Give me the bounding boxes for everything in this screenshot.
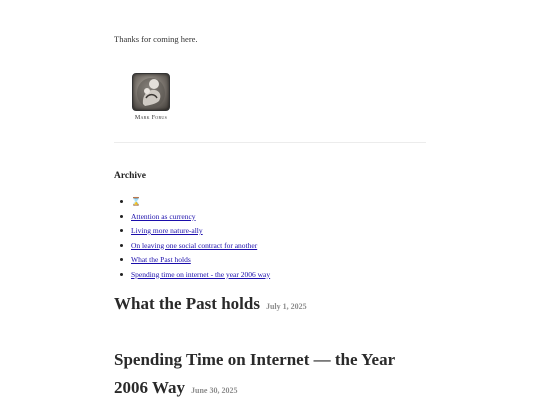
post-heading (114, 346, 426, 404)
post-date: July 1, 2025 (265, 302, 307, 311)
archive-item (114, 269, 270, 284)
figure-avatar-icon (133, 74, 169, 110)
intro-text: Thanks for coming here. (114, 34, 198, 44)
archive-link-social-contract[interactable]: On leaving one social contract for another (131, 240, 258, 250)
archive-link-attention-as-currency[interactable]: Attention as currency (131, 211, 196, 221)
section-divider (114, 142, 426, 143)
post-date: June 30, 2025 (191, 386, 238, 395)
archive-item (114, 211, 270, 226)
archive-item-hourglass (114, 196, 270, 211)
avatar[interactable] (132, 73, 170, 111)
archive-link-year-2006-way[interactable]: Spending time on internet - the year 2006 way (131, 269, 271, 279)
author-block (131, 73, 171, 121)
archive-link-living-more-nature-ally[interactable]: Living more nature-ally (131, 226, 203, 235)
archive-item (114, 254, 270, 269)
hourglass-icon[interactable]: ⌛ (131, 197, 141, 206)
post-title[interactable]: What the Past holds (114, 294, 260, 313)
archive-item (114, 240, 270, 255)
archive-link-what-the-past-holds[interactable]: What the Past holds (131, 255, 191, 264)
archive-item (114, 225, 270, 240)
archive-list (114, 196, 270, 283)
post-title[interactable]: Spending Time on Internet — the Year 2006 Way (114, 350, 395, 397)
post-heading (114, 294, 307, 314)
author-name: Mark Forus (134, 115, 168, 121)
archive-heading: Archive (114, 171, 147, 181)
